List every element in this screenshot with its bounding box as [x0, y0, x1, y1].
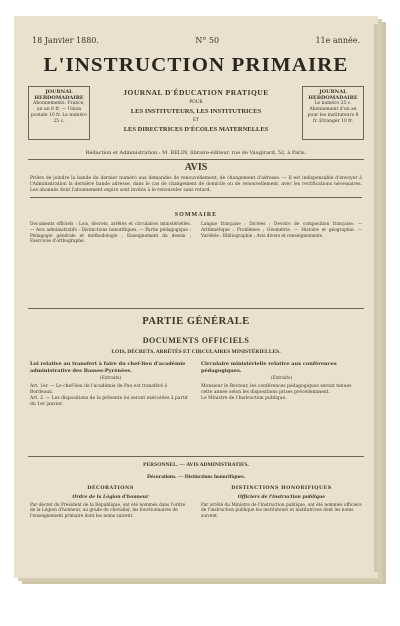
right-box-title: JOURNAL HEBDOMADAIRE	[308, 89, 358, 101]
issue-year: 11e année.	[315, 36, 360, 45]
avis-admin-title: PERSONNEL. — AVIS ADMINISTRATIFS.	[143, 462, 249, 468]
left-col-p1: Art. 1er. — Le chef-lieu de l'académie de Pau est transféré à Bordeaux.	[30, 384, 168, 395]
avis-admin-subtitle: Décorations. — Distinctions honorifiques.	[147, 474, 245, 480]
left-decor-text: Par décret du Président de la République, ont été nommés dans l'ordre de la Légion d'honneur, au grade de chevalier, les fonctionnaires de l'enseignement primaire dont les noms suivent.	[30, 502, 186, 520]
avis-text: Prière de joindre la bande du dernier numéro aux demandes de renouvellement, de changement d'adresse. — Il est indispensable d'envoyer à l'Administration la dernière bande adresse, dans le cas de changement de domicile ou de renouvellement, avec les rectifications nécessaires. Les abonnés dont l'abonnement expire sont invités à le renouveler sans retard.	[30, 176, 362, 198]
documents-title: DOCUMENTS OFFICIELS	[142, 336, 250, 345]
decorations-columns	[30, 486, 362, 520]
left-decor-sub2: Ordre de la Légion d'honneur	[72, 494, 149, 500]
right-decor-text: Par arrêté du Ministre de l'Instruction publique, ont été nommés officiers de l'instruction publique les instituteurs et institutrices dont les noms suivent.	[201, 502, 362, 520]
masthead-title: L'INSTRUCTION PRIMAIRE	[43, 54, 349, 76]
decorations-col-right	[201, 486, 362, 520]
documents-subtitle: LOIS, DÉCRETS, ARRÊTÉS ET CIRCULAIRES MINISTÉRIELLES.	[111, 349, 281, 355]
documents-columns	[30, 361, 362, 408]
subscription-box-left	[28, 86, 90, 140]
sommaire-col-1: Documents officiels : Lois, décrets, arrêtés et circulaires ministérielles. — Avis administratifs : Distinctions honorifiques. — Partie pédagogique : Pédagogie générale et méthodologie ; Enseignement du dessin ; Exercices d'orthographe.	[30, 222, 191, 245]
subtitle-line-1: JOURNAL D'ÉDUCATION PRATIQUE	[123, 88, 269, 97]
header-line	[32, 36, 360, 45]
partie-title: PARTIE GÉNÉRALE	[142, 316, 250, 327]
newspaper-page	[14, 16, 378, 578]
subtitle-line-3: LES INSTITUTEURS, LES INSTITUTRICES	[130, 108, 262, 115]
subtitle-line-4: ET	[192, 118, 200, 123]
subscription-box-right	[302, 86, 364, 140]
right-col-p1: Monsieur le Recteur, les conférences pédagogiques seront tenues cette année selon les dispositions prises précédemment.	[201, 384, 352, 395]
right-col-head: Circulaire ministérielle relative aux conférences pédagogiques.	[201, 361, 337, 374]
page-edge	[374, 24, 378, 572]
left-col-center: (Extraits)	[99, 376, 122, 381]
left-box-text: Abonnements: France, un an 8 fr. — Union postale 10 fr. Le numéro 25 c.	[31, 101, 87, 124]
left-col-head: Loi relative au transfert à faire du chef-lieu d'académie administrative des Basses-Pyrénées.	[30, 361, 186, 374]
subtitle-line-5: LES DIRECTRICES D'ÉCOLES MATERNELLES	[123, 126, 269, 133]
divider	[28, 456, 364, 457]
masthead-subtitle	[96, 88, 296, 133]
sommaire-columns	[30, 222, 362, 245]
decorations-col-left	[30, 486, 191, 520]
documents-col-left	[30, 361, 191, 408]
editorial-address: Rédaction et Administration : M. BELIN, libraire-éditeur, rue de Vaugirard, 52, à Paris.	[28, 150, 364, 160]
issue-number: N° 50	[195, 36, 220, 45]
avis-title: AVIS	[184, 162, 208, 173]
left-box-title: JOURNAL HEBDOMADAIRE	[34, 89, 84, 101]
issue-date: 18 Janvier 1880.	[32, 36, 99, 45]
sommaire-col-2: Langue française : Dictées ; Devoirs de composition française. — Arithmétique : Problèmes ; Géométrie. — Histoire et géographie. — Variétés : Bibliographie ; Avis divers et renseignements.	[201, 222, 362, 239]
right-decor-sub2: Officiers de l'instruction publique	[237, 494, 326, 500]
sommaire-title: SOMMAIRE	[174, 212, 218, 218]
left-col-p2: Art. 2. — Les dispositions de la présente loi seront exécutées à partir du 1er janvier.	[30, 396, 189, 407]
divider	[28, 308, 364, 309]
right-col-p2: Le Ministre de l'Instruction publique.	[201, 396, 287, 401]
subtitle-line-2: POUR	[189, 100, 203, 105]
right-col-center: (Extraits)	[270, 376, 293, 381]
documents-col-right	[201, 361, 362, 408]
right-box-text: Le numéro 25 c. Abonnement d'un an pour les instituteurs 8 fr. Etranger 10 fr.	[307, 101, 359, 124]
left-decor-sub: DÉCORATIONS	[87, 485, 134, 491]
right-decor-sub: DISTINCTIONS HONORIFIQUES	[231, 485, 332, 491]
